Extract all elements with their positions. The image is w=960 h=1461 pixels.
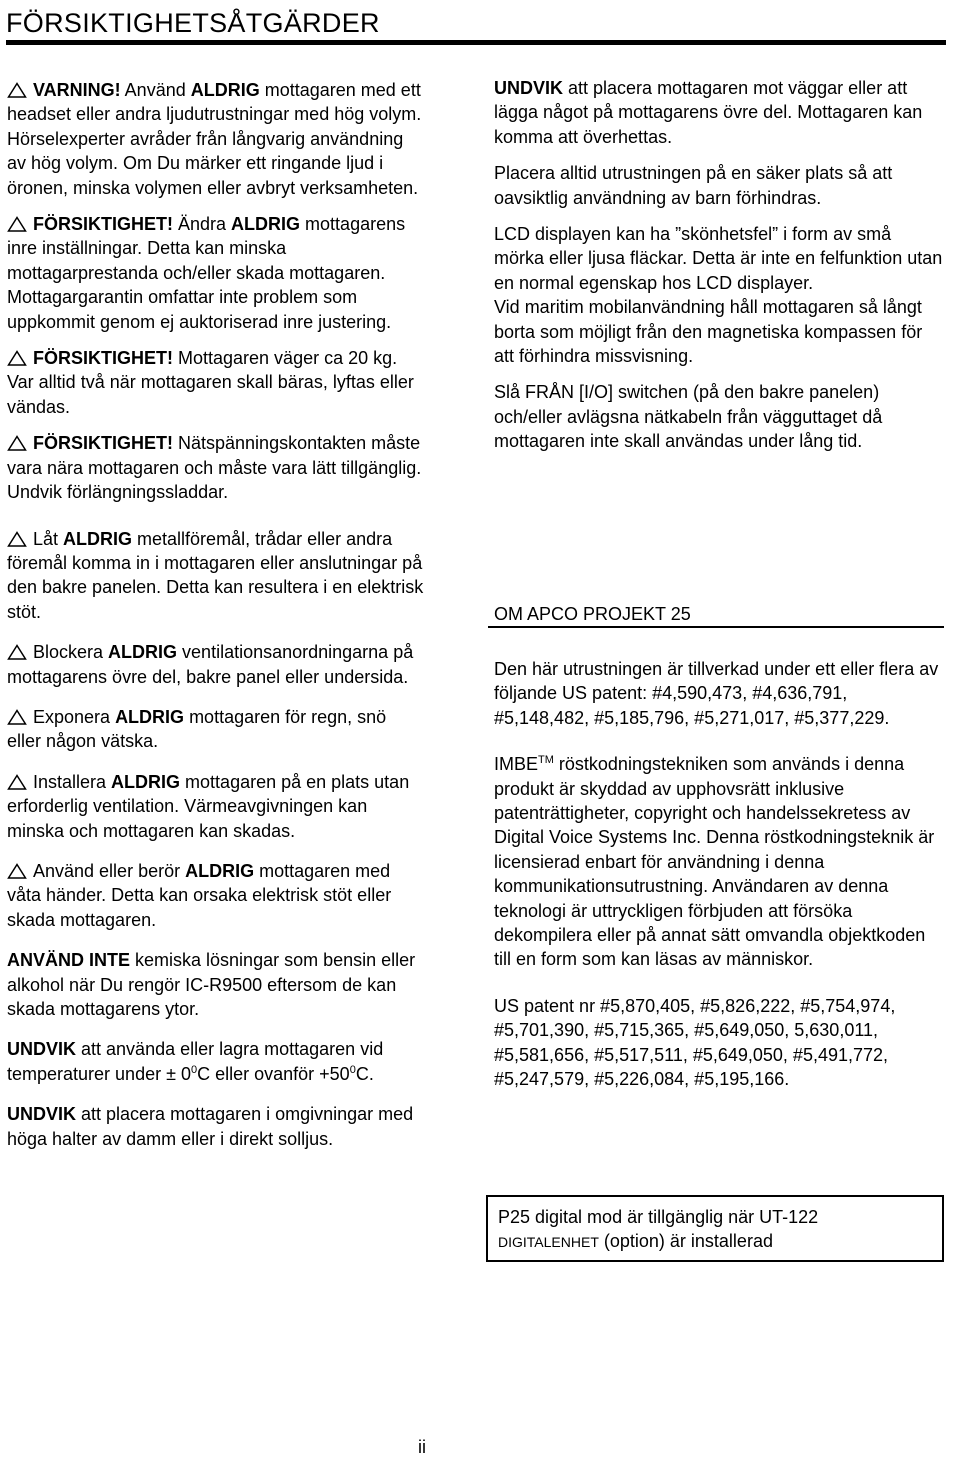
safety-item-5: Använd eller berör ALDRIG mottagaren med våta händer. Detta kan orsaka elektrisk stöt eller skada mottagaren.	[7, 860, 392, 930]
left-column	[7, 78, 425, 1151]
safety-item-2: Blockera ALDRIG ventilationsanordningarna på mottagarens övre del, bakre panel eller undersida.	[7, 642, 414, 687]
caution-paragraph-3: FÖRSIKTIGHET! Nätspänningskontakten måste vara nära mottagaren och måste vara lätt tillgänglig. Undvik förlängningssladdar.	[7, 433, 422, 503]
right-paragraph-2: Placera alltid utrustningen på en säker plats så att oavsiktlig användning av barn förhindras.	[494, 163, 893, 208]
warning-triangle-icon	[7, 774, 27, 790]
warning-triangle-icon	[7, 863, 27, 879]
warning-label: VARNING!	[33, 80, 121, 100]
right-column-lower	[494, 657, 944, 1092]
safety-item-6: ANVÄND INTE kemiska lösningar som bensin eller alkohol när Du rengör IC-R9500 eftersom de kan skada mottagarens ytor.	[7, 950, 416, 1019]
safety-item-3: Exponera ALDRIG mottagaren för regn, snö eller någon vätska.	[7, 706, 387, 752]
caution-paragraph-1: FÖRSIKTIGHET! Ändra ALDRIG mottagarens inre inställningar. Detta kan minska mottagarprestanda och/eller skada mottagaren. Mottagargarantin omfattar inte problem som uppkommit genom ej auktoriserad inre justering.	[7, 214, 406, 332]
warning-triangle-icon	[7, 435, 27, 451]
safety-item-4: Installera ALDRIG mottagaren på en plats utan erforderlig ventilation. Värmeavgivningen kan minska och mottagaren kan skadas.	[7, 771, 410, 841]
right-paragraph-4: Vid maritim mobilanvändning håll mottagaren så långt borta som möjligt från den magnetiska kompassen för att förhindra missvisning.	[494, 297, 923, 367]
section-title-apco: OM APCO PROJEKT 25	[488, 601, 944, 628]
safety-item-7: UNDVIK att använda eller lagra mottagaren vid temperaturer under ± $0^0C$ eller ovanför $+50^0C$.	[7, 1039, 384, 1084]
warning-triangle-icon	[7, 216, 27, 232]
safety-item-8: UNDVIK att placera mottagaren i omgivningar med höga halter av damm eller i direkt solljus.	[7, 1104, 414, 1149]
warning-paragraph: VARNING! Använd ALDRIG mottagaren med ett headset eller andra ljudutrustningar med hög volym. Hörselexperter avråder från långvarig användning av hög volym. Om Du märker ett ringande ljud i öronen, minska volymen eller avbryt verksamheten.	[7, 80, 422, 198]
warning-triangle-icon	[7, 531, 27, 547]
patent-paragraph-2: US patent nr #5,870,405, #5,826,222, #5,754,974, #5,701,390, #5,715,365, #5,649,050, 5,630,011, #5,581,656, #5,517,511, #5,649,050, #5,491,772, #5,247,579, #5,226,084, #5,195,166.	[494, 995, 896, 1090]
right-paragraph-1: UNDVIK att placera mottagaren mot väggar eller att lägga något på mottagarens övre del. Mottagaren kan komma att överhettas.	[494, 78, 923, 147]
warning-triangle-icon	[7, 82, 27, 98]
patent-paragraph-1: Den här utrustningen är tillverkad under ett eller flera av följande US patent: #4,590,473, #4,636,791, #5,148,482, #5,185,796, #5,271,017, #5,377,229.	[494, 659, 939, 728]
right-paragraph-5: Slå FRÅN [I/O] switchen (på den bakre panelen) och/eller avlägsna nätkabeln från vägguttaget då mottagaren inte skall användas under lång tid.	[494, 382, 883, 452]
warning-triangle-icon	[7, 350, 27, 366]
p25-note-box: P25 digital mod är tillgänglig när UT-122 DIGITALENHET (option) är installerad	[486, 1195, 944, 1262]
warning-triangle-icon	[7, 709, 27, 725]
page-title: FÖRSIKTIGHETSÅTGÄRDER	[6, 8, 380, 38]
right-paragraph-3: LCD displayen kan ha ”skönhetsfel” i form av små mörka eller ljusa fläckar. Detta är inte en felfunktion utan en normal egenskap hos LCD displayer.	[494, 224, 943, 293]
imbe-paragraph: IMBE™ röstkodningstekniken som används i denna produkt är skyddad av upphovsrätt inklusive patenträttigheter, copyright och handelssekretess av Digital Voice Systems Inc. Denna röstkodningsteknik är licensierad enbart för användning i denna kommunikationsutrustning. Användaren av denna teknologi är uttryckligen förbjuden att försöka dekompilera eller på annat sätt omvandla objektkoden till en form som kan läsas av människor.	[494, 754, 935, 970]
caution-paragraph-2: FÖRSIKTIGHET! Mottagaren väger ca 20 kg. Var alltid två när mottagaren skall bäras, lyftas eller vändas.	[7, 348, 414, 417]
page-number: ii	[418, 1437, 426, 1457]
warning-triangle-icon	[7, 644, 27, 660]
right-column	[494, 76, 944, 454]
page-header	[6, 6, 946, 45]
safety-item-1: Låt ALDRIG metallföremål, trådar eller andra föremål komma in i mottagaren eller anslutningar på den bakre panelen. Detta kan resultera i en elektrisk stöt.	[7, 528, 424, 622]
